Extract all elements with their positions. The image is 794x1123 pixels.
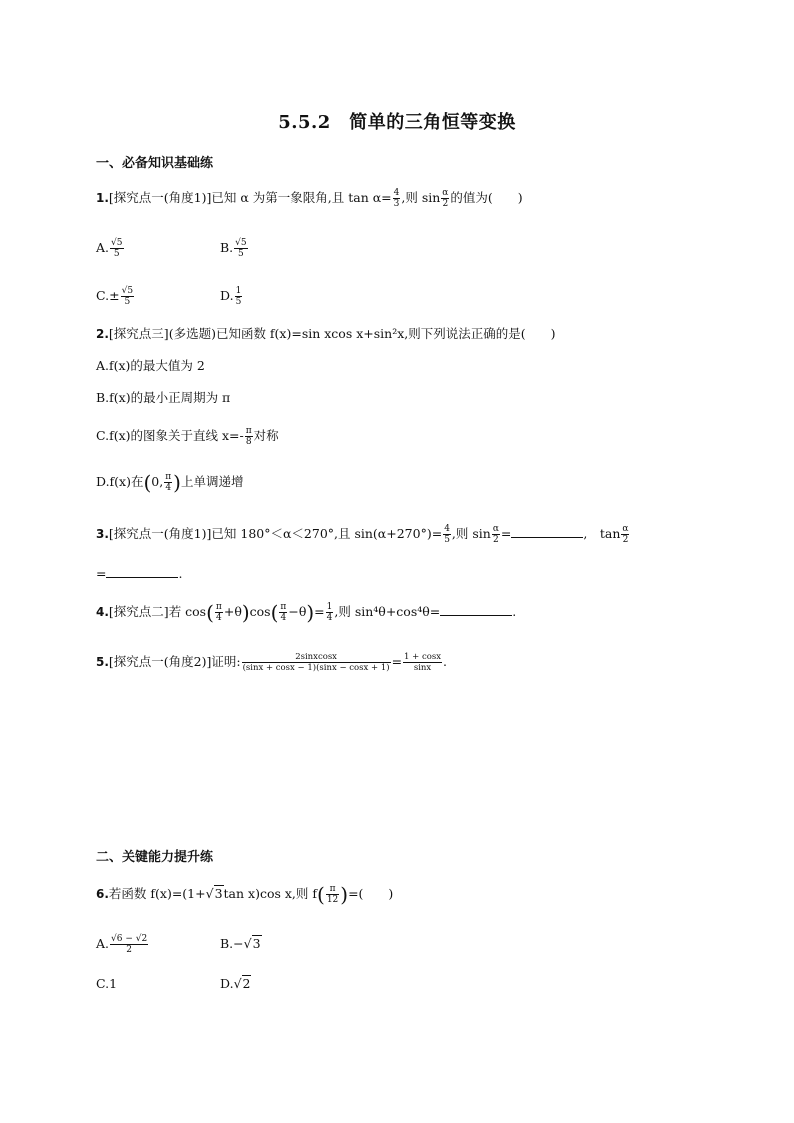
denominator: 4 [165, 483, 172, 493]
left-paren: ( [317, 882, 325, 907]
minus-sign: − [122, 934, 136, 944]
question-text: =( ) [348, 886, 394, 901]
fraction [621, 524, 629, 545]
denominator: 5 [444, 535, 450, 545]
answer-blank[interactable] [440, 603, 512, 616]
radicand: 6 [116, 934, 123, 944]
answer-blank-sin[interactable] [511, 525, 583, 538]
numerator: 2sinxcosx [242, 652, 391, 663]
question-text: (多选题)已知函数 f(x)=sin xcos x+sin²x,则下列说法正确的是( ) [168, 326, 556, 341]
question-number: 2. [96, 327, 109, 341]
math-term: +θ [223, 604, 242, 619]
denominator: 2 [493, 535, 499, 545]
option-text: 上单调递增 [180, 474, 244, 489]
fraction [403, 652, 442, 673]
radicand: 5 [127, 286, 134, 296]
numerator: α [442, 188, 449, 198]
question-text: = [96, 566, 107, 581]
question-5 [96, 652, 447, 673]
numerator: √5 [235, 238, 247, 248]
option-label: A. [96, 240, 110, 255]
page-title: 5.5.2 简单的三角恒等变换 [278, 112, 516, 133]
question-number: 5. [96, 655, 109, 669]
option-d[interactable] [96, 472, 243, 493]
question-number: 3. [96, 527, 109, 541]
question-3 [96, 524, 630, 545]
denominator: 3 [393, 199, 400, 209]
question-tag: [探究点三] [108, 326, 169, 341]
numerator: 4 [393, 188, 400, 198]
option-label: B.− [220, 936, 244, 951]
section-heading-basic: 一、必备知识基础练 [96, 156, 214, 171]
numerator: π [165, 472, 172, 482]
option-text: C.f(x)的图象关于直线 x=- [96, 428, 244, 443]
question-text: = [314, 604, 325, 619]
option-a[interactable] [96, 934, 149, 955]
radicand: 3 [252, 936, 261, 951]
left-paren: ( [143, 470, 152, 495]
right-paren: ) [241, 600, 250, 625]
question-text: 已知 α 为第一象限角,且 tan α= [211, 190, 392, 205]
denominator: sinx [413, 663, 432, 673]
numerator: α [492, 524, 499, 534]
question-number: 4. [96, 605, 109, 619]
fraction [326, 602, 334, 623]
fraction [245, 426, 253, 447]
question-tag: [探究点二] [108, 604, 169, 619]
denominator: 4 [216, 613, 222, 623]
fraction [215, 602, 223, 623]
fraction [492, 524, 500, 545]
denominator: 4 [326, 613, 333, 623]
answer-blank-tan[interactable] [106, 565, 178, 578]
option-text: 对称 [253, 428, 279, 443]
fraction [110, 238, 123, 259]
denominator: 8 [245, 437, 252, 447]
denominator: 12 [326, 895, 339, 905]
question-1 [96, 188, 523, 209]
radicand: 5 [116, 238, 123, 248]
fraction [441, 188, 449, 209]
question-text: . [443, 654, 447, 669]
numerator: π [245, 426, 252, 436]
question-text: . [512, 604, 517, 619]
question-4 [96, 602, 516, 623]
question-text: cos [249, 604, 271, 619]
denominator: 2 [126, 945, 132, 955]
denominator: 5 [235, 297, 242, 307]
fraction [235, 286, 243, 307]
left-paren: ( [206, 600, 214, 625]
numerator: 1 [326, 602, 333, 612]
question-6 [96, 884, 393, 905]
question-text: tan x)cos x,则 f [223, 886, 317, 901]
fraction [443, 524, 451, 545]
fraction [279, 602, 287, 623]
question-text: ,则 sin [401, 190, 441, 205]
right-paren: ) [306, 600, 315, 625]
option-d[interactable] [220, 286, 243, 307]
right-paren: ) [173, 470, 181, 495]
fraction [164, 472, 172, 493]
option-text: D.f(x)在 [96, 474, 144, 489]
option-label: A. [96, 936, 110, 951]
question-text: , tan [583, 526, 621, 541]
numerator: π [280, 602, 287, 612]
option-d[interactable] [220, 974, 251, 994]
numerator: α [622, 524, 629, 534]
question-text: ,则 sin [451, 526, 491, 541]
section-heading-ability: 二、关键能力提升练 [96, 850, 214, 865]
numerator: 1 + cosx [404, 652, 442, 662]
option-label: D. [220, 976, 234, 991]
numerator: √5 [111, 238, 123, 248]
radicand: 3 [214, 886, 223, 901]
fraction [393, 188, 401, 209]
fraction [110, 934, 148, 955]
left-paren: ( [270, 600, 279, 625]
numerator: √6 − √2 [111, 934, 148, 944]
interval-start: 0, [151, 474, 164, 489]
question-text: = [500, 526, 512, 541]
fraction [242, 652, 391, 673]
option-c[interactable] [96, 426, 279, 447]
option-c[interactable] [96, 286, 135, 307]
question-text: 若函数 f(x)=(1+ [108, 886, 206, 901]
question-3-continued [96, 564, 182, 584]
radicand: 2 [141, 934, 148, 944]
square-root: √3 [243, 936, 261, 951]
denominator: 2 [442, 199, 449, 209]
radicand: 5 [240, 238, 247, 248]
question-tag: [探究点一(角度1)] [108, 526, 212, 541]
question-text: 的值为( ) [450, 190, 523, 205]
numerator: π [215, 602, 222, 612]
question-2 [96, 324, 556, 344]
option-b[interactable]: B.f(x)的最小正周期为 π [96, 390, 231, 405]
radicand: 2 [242, 976, 251, 991]
option-b[interactable] [220, 934, 262, 954]
denominator: (sinx + cosx − 1)(sinx − cosx + 1) [242, 663, 390, 673]
square-root: √2 [233, 976, 251, 991]
question-number: 1. [96, 191, 109, 205]
numerator: 4 [444, 524, 450, 534]
question-number: 6. [96, 887, 109, 901]
numerator: π [326, 884, 339, 895]
fraction [121, 286, 134, 307]
question-text: 已知 180°＜α＜270°,且 sin(α+270°)= [211, 526, 443, 541]
fraction [234, 238, 247, 259]
denominator: 5 [113, 249, 120, 259]
option-label: B. [220, 240, 234, 255]
equals-sign: = [391, 654, 403, 669]
option-b[interactable] [220, 238, 249, 259]
question-tag: [探究点一(角度1)] [108, 190, 212, 205]
fraction [326, 884, 339, 905]
math-term: −θ [288, 604, 307, 619]
numerator: 1 [235, 286, 242, 296]
denominator: 5 [238, 249, 244, 259]
question-text: 证明: [211, 654, 241, 669]
plus-minus-sign: ± [109, 288, 120, 303]
question-text: 若 cos [168, 604, 207, 619]
numerator: √5 [121, 286, 134, 296]
option-c[interactable]: C.1 [96, 976, 118, 991]
option-a[interactable]: A.f(x)的最大值为 2 [96, 358, 205, 373]
square-root: √3 [205, 886, 223, 901]
option-a[interactable] [96, 238, 125, 259]
question-tag: [探究点一(角度2)] [108, 654, 212, 669]
question-text: . [178, 566, 183, 581]
right-paren: ) [340, 882, 349, 907]
question-text: ,则 sin⁴θ+cos⁴θ= [334, 604, 441, 619]
denominator: 4 [280, 613, 287, 623]
option-label: C. [96, 288, 110, 303]
denominator: 5 [124, 297, 131, 307]
denominator: 2 [622, 535, 629, 545]
option-label: D. [220, 288, 234, 303]
